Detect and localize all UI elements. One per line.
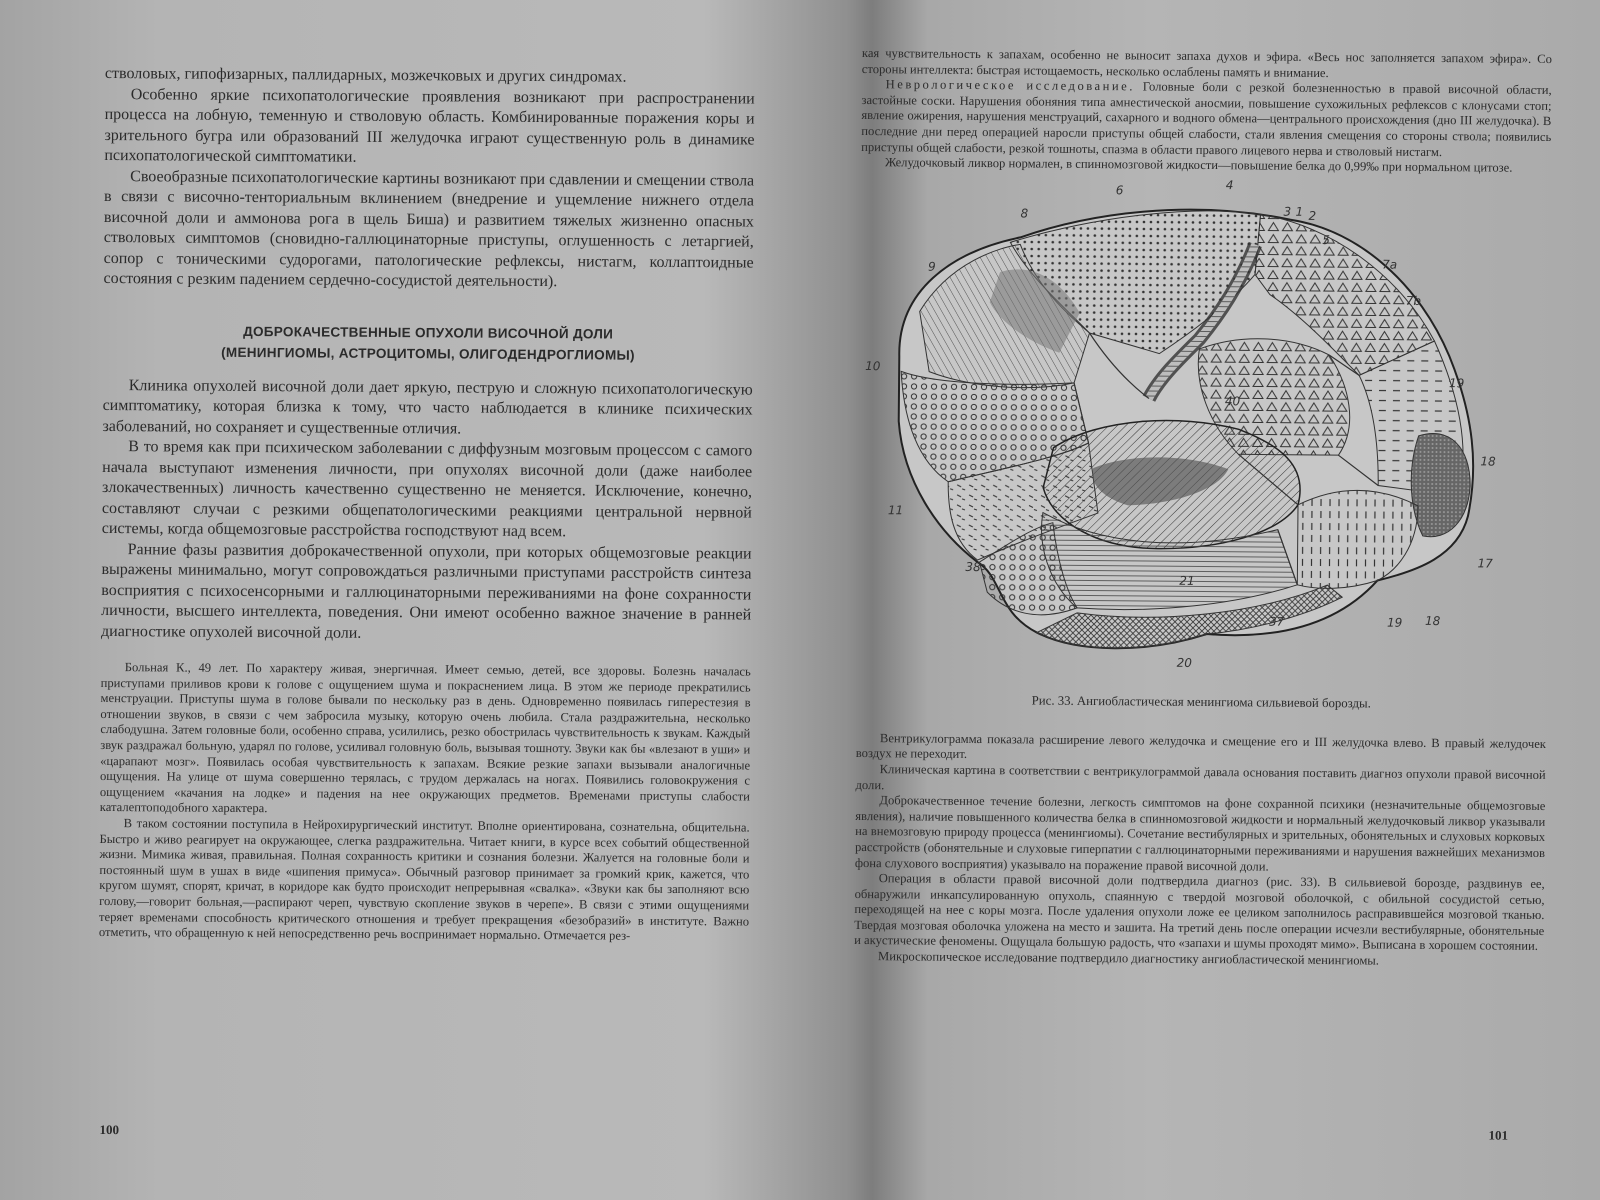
paragraph: кая чувствительность к запахам, особенно не выносит запаха духов и эфира. «Весь нос заполняется запахом эфира». Со стороны интеллекта: быстрая истощаемость, несколько ослаблены память и внимание. <box>861 46 1552 80</box>
figure-label: 18 <box>1424 613 1441 628</box>
brain-illustration <box>856 181 1520 692</box>
section-heading <box>103 319 753 366</box>
brain-figure <box>856 177 1520 692</box>
paragraph: Клиника опухолей височной доли дает яркую, пеструю и сложную психопатологическую симптоматику, которая близка к тому, что часто наблюдается в клинике психических заболеваний, но сохраняет и существенные отличия. <box>102 376 753 437</box>
figure-label: 4 <box>1225 177 1234 192</box>
figure-label: 21 <box>1179 573 1195 588</box>
section-heading-line: ДОБРОКАЧЕСТВЕННЫЕ ОПУХОЛИ ВИСОЧНОЙ ДОЛИ <box>243 323 614 342</box>
figure-label: 20 <box>1176 655 1192 670</box>
figure-caption: Рис. 33. Ангиобластическая менингиома сильвиевой борозды. <box>1031 693 1371 711</box>
figure-label: 6 <box>1115 182 1124 198</box>
figure-label: 9 <box>928 259 936 274</box>
section-lead: Неврологическое исследование. <box>885 77 1135 94</box>
paragraph: Микроскопическое исследование подтвердило диагностику ангиобластической менингиомы. <box>877 949 1379 968</box>
figure-label: 1 <box>1295 204 1304 219</box>
paragraph: Доброкачественное течение болезни, легкость симптомов на фоне сохранной психики (незначительные общемозговые явления), наличие повышенного количества белка в спинномозговой жидкости и нормальный желудочковый ликвор указывали на внемозговую природу процесса (менингиомы). Сочетание вестибулярных и зрительных, обонятельных и слуховых корковых расстройств (обонятельные и слуховые гиперпатии с галлюцинаторными переживаниями и нарушения важнейших механизмов фона слухового восприятия) указывало на поражение правой височной доли. <box>854 793 1546 874</box>
figure-label: 40 <box>1224 393 1241 409</box>
paragraph: Операция в области правой височной доли подтвердила диагноз (рис. 33). В сильвиевой борозде, раздвинув ее, обнаружили инкапсулированную опухоль, спаянную с твердой мозговой оболочкой, с обильной сосудистой сетью, переходящей на нее с коры мозга. После удаления опухоли ложе ее целиком заполнилось расправившейся мозговой тканью. Твердая мозговая оболочка уложена на место и зашита. На третий день после операции исчезли вестибулярные, обонятельные и акустические феномены. Ощущала большую радость, что «запахи и шумы проходят мимо». Выписана в хорошем состоянии. <box>854 871 1545 954</box>
figure-label: 7a <box>1382 257 1398 272</box>
neurological-exam-paragraph <box>861 77 1552 161</box>
figure-label: 38 <box>965 559 981 574</box>
paragraph-text: Головные боли с резкой болезненностью в правой височной области, застойные соски. Нарушения обоняния типа амнестической аносмии, повышение сухожильных рефлексов с клонусами стоп; явление ожирения, нарушения менструаций, сахарного и водного обмена—центрального происхождения (дно III желудочка). В последние дни перед операцией наросли приступы общей слабости, стали явления смещения со стороны ствола; появились приступы общей слабости, резкой тошноты, спазма в области правого лицевого нерва и стволовый нистагм. <box>861 79 1552 159</box>
figure-label: 8 <box>1020 206 1029 221</box>
paragraph: Своеобразные психопатологические картины возникают при сдавлении и смещении ствола в связи с височно-тенториальным вклинением (внедрение и ущемление нижнего отдела височной доли и аммонова рога в щель Биша) и развитием тяжелых жизненно опасных стволовых симптомов (сновидно-галлюцинаторные приступы, оглушенность с летаргией, сопор с тоническими судорогами, патологические рефлексы, нистагм, коллаптоидные состояния с резким падением сердечно-сосудистой деятельности). <box>103 167 755 291</box>
figure-label: 2 <box>1308 208 1317 223</box>
paragraph: Клиническая картина в соответствии с вентрикулограммой давала основания поставить диагноз опухоли правой височной доли. <box>855 762 1546 792</box>
paragraph: В то время как при психическом заболевании с диффузным мозговым процессом с самого начала выступают изменения личности, при опухолях височной доли (даже наиболее злокачественных) личность качественно существенно не меняется. Исключение, конечно, составляют случаи с резкими общепатологическими реакциями центральной нервной системы, когда общемозговые расстройства господствуют над всем. <box>101 438 753 541</box>
figure-label: 11 <box>887 502 904 518</box>
case-paragraph: В таком состоянии поступила в Нейрохирургический институт. Вполне ориентирована, сознательна, общительна. Быстро и живо реагирует на окружающее, слегка раздражительна. Читает книги, в курсе всех событий общественной жизни. Мимика живая, правильная. Полная сохранность критики и сознания болезни. Жалуется на головные боли и постоянный шум в ушах в виде «шипения примуса». Обычный разговор принимает за громкий крик, кажется, что кругом шумят, спорят, кричат, в коридоре как будто происходит непрерывная «свалка». «Звуки как бы заполняют всю голову,—говорит больная,—распирают череп, чувствую скопление звуков в черепе». В связи с этими ощущениями теряет временами способность критического отношения и требует прекращения «безобразий» в институте. Важно отметить, что обращенную к ней непосредственно речь воспринимает нормально. Отмечается рез- <box>98 816 750 943</box>
figure-label: 37 <box>1268 614 1285 629</box>
paragraph: Вентрикулограмма показала расширение левого желудочка и смещение его и III желудочка влево. В правый желудочек воздух не переходит. <box>855 730 1546 762</box>
page-number: 100 <box>99 1121 120 1138</box>
figure-label: 19 <box>1386 615 1403 630</box>
figure-label: 7b <box>1405 293 1422 308</box>
right-page <box>852 46 1552 1162</box>
figure-label: 3 <box>1283 204 1292 219</box>
paragraph: Желудочковый ликвор нормален, в спинномозговой жидкости—повышение белка до 0,99‰ при нормальном цитозе. <box>884 155 1513 175</box>
figure-label: 17 <box>1477 556 1493 571</box>
figure-label: 5 <box>1322 232 1331 247</box>
section-heading-line: (МЕНИНГИОМЫ, АСТРОЦИТОМЫ, ОЛИГОДЕНДРОГЛИОМЫ) <box>221 344 635 363</box>
figure-label: 10 <box>865 358 881 373</box>
paragraph: стволовых, гипофизарных, паллидарных, мозжечковых и других синдромах. <box>104 64 627 86</box>
case-paragraph: Больная К., 49 лет. По характеру живая, энергичная. Имеет семью, детей, все здоровы. Болезнь началась приступами приливов крови к голове с ощущением шума и покраснением лица. В этом же периоде прекратились менструации. Приступы шума в голове бывали по нескольку раз в день. Одновременно появилась гиперестезия в отношении звуков, в связи с чем забросила музыку, которую очень любила. Стала раздражительна, несколько слабодушна. Затем головные боли, особенно справа, усилились, резко обострилась чувствительность к звукам. Каждый звук раздражал больную, ударял по голове, усиливал головную боль, вызывая тошноту. Звуки как бы «влезают в уши» и «царапают мозг». Появилась особая чувствительность к запахам. Всякие резкие запахи вызывали аналогичные ощущения. На улице от шума совершенно терялась, с трудом держалась на ногах. Появились головокружения с ощущением «качания на лодке» и падения на нее окружающих предметов. Временами приступы слабости каталептоподобного характера. <box>99 660 751 816</box>
page-number: 101 <box>1488 1127 1509 1143</box>
paragraph: Особенно яркие психопатологические проявления возникают при распространении процесса на лобную, теменную и стволовую область. Комбинированные поражения коры и зрительного бугра или образований III желудочка играют существенную роль в динамике психопатологической симптоматики. <box>104 85 755 166</box>
figure-label: 18 <box>1480 454 1496 469</box>
figure-label: 19 <box>1449 375 1465 391</box>
left-page <box>97 64 755 1149</box>
paragraph: Ранние фазы развития доброкачественной опухоли, при которых общемозговые реакции выражены минимально, могут сопровождаться различными приступами расстройств синтеза восприятия с психосенсорными и галлюцинаторными переживаниями на фоне сохранности личности, высшего интеллекта, поведения. Они имеют особенно важное значение в ранней диагностике опухолей височной доли. <box>100 540 752 642</box>
